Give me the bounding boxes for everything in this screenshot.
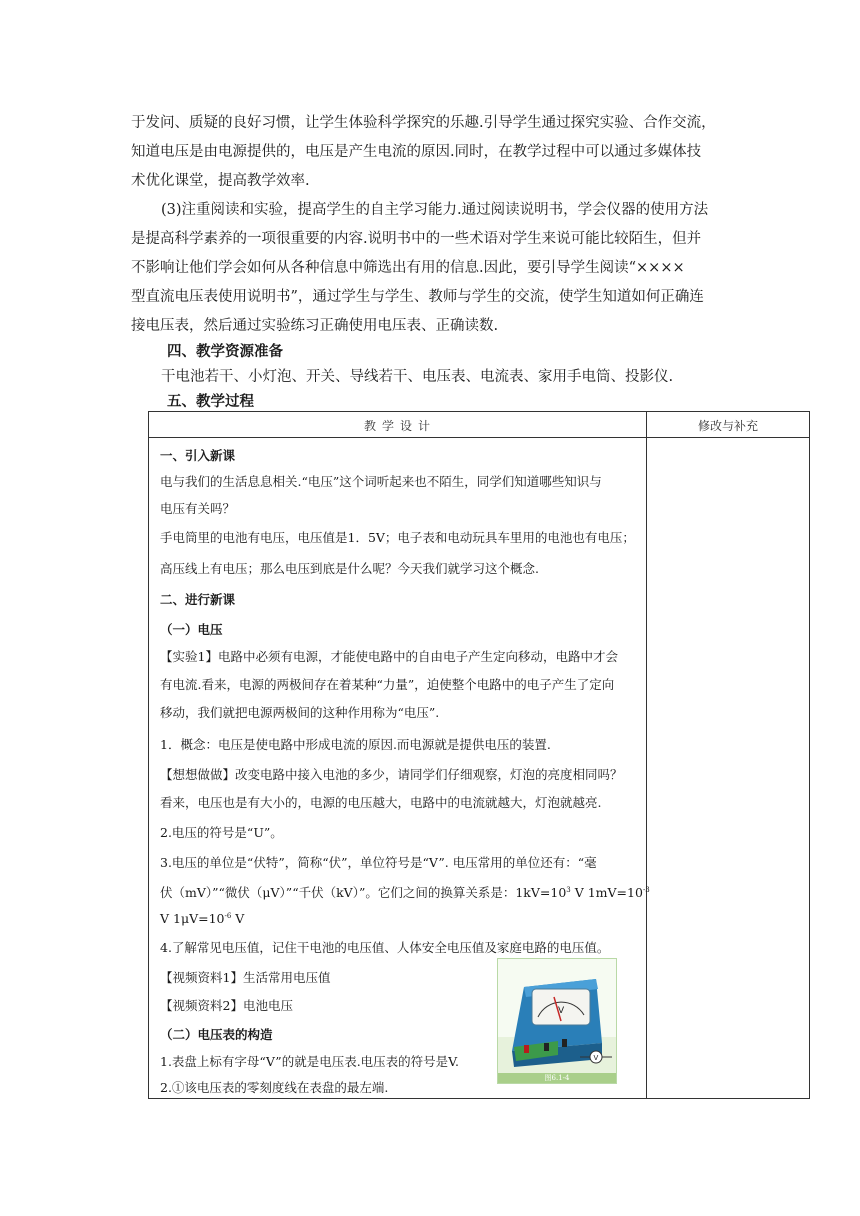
section-4-text: 干电池若干、小灯泡、开关、导线若干、电压表、电流表、家用手电筒、投影仪. [161, 369, 674, 385]
unit-text: V 1mV=10 [570, 885, 643, 901]
dial-letter: V [558, 1006, 565, 1016]
unit-line [160, 881, 650, 902]
text-line: 看来，电压也是有大小的，电源的电压越大，电路中的电流就越大，灯泡就越亮. [160, 795, 602, 810]
figure-caption: 图6.1-4 [498, 1073, 616, 1083]
text-line: 于发问、质疑的良好习惯，让学生体验科学探究的乐趣.引导学生通过探究实验、合作交流， [131, 115, 716, 131]
text-line: (3)注重阅读和实验，提高学生的自主学习能力.通过阅读说明书，学会仪器的使用方法 [161, 202, 709, 218]
unit-text: V 1μV=10 [160, 911, 225, 927]
text-line: 【想想做做】改变电路中接入电池的多少，请同学们仔细观察，灯泡的亮度相同吗？ [160, 767, 623, 782]
header-divider [149, 437, 809, 438]
column-divider [646, 412, 647, 1098]
text-line: 有电流.看来，电源的两极间存在着某种“力量”，迫使整个电路中的电子产生了定向 [160, 677, 615, 692]
unit-exponent: -3 [642, 886, 650, 894]
symbol-letter: V [593, 1054, 599, 1062]
text-line: 接电压表，然后通过实验练习正确使用电压表、正确读数. [131, 318, 499, 334]
text-line: 知道电压是由电源提供的，电压是产生电流的原因.同时，在教学过程中可以通过多媒体技 [131, 144, 702, 160]
video-2: 【视频资料2】电池电压 [160, 998, 293, 1013]
voltmeter-illustration [498, 959, 616, 1073]
unit-line: 3.电压的单位是“伏特”，简称“伏”，单位符号是“V”. 电压常用的单位还有：“毫 [160, 855, 597, 870]
header-notes: 修改与补充 [698, 419, 759, 433]
common-values-line: 4.了解常见电压值，记住干电池的电压值、人体安全电压值及家庭电路的电压值。 [160, 940, 610, 955]
section-5-heading: 五、教学过程 [167, 394, 254, 410]
unit-text: V [231, 911, 245, 927]
text-line: 移动，我们就把电源两极间的这种作用称为“电压”. [160, 705, 440, 720]
heading-new-lesson: 二、进行新课 [160, 592, 236, 607]
text-line: 不影响让他们学会如何从各种信息中筛选出有用的信息.因此，要引导学生阅读“×××× [131, 260, 685, 276]
teaching-process-table [148, 411, 810, 1099]
text-line: 型直流电压表使用说明书”，通过学生与学生、教师与学生的交流，使学生知道如何正确连 [131, 289, 704, 305]
voltmeter-figure [497, 958, 617, 1084]
meter-line: 2.①该电压表的零刻度线在表盘的最左端. [160, 1080, 389, 1095]
text-line: 电与我们的生活息息相关.“电压”这个词听起来也不陌生，同学们知道哪些知识与 [160, 474, 602, 489]
text-line: 电压有关吗？ [160, 501, 236, 516]
unit-exponent: -6 [224, 912, 232, 920]
video-1: 【视频资料1】生活常用电压值 [160, 970, 331, 985]
text-line: 手电筒里的电池有电压，电压值是1．5V；电子表和电动玩具车里用的电池也有电压； [160, 530, 635, 545]
heading-voltmeter: （二）电压表的构造 [160, 1027, 273, 1042]
text-line: 【实验1】电路中必须有电源，才能使电路中的自由电子产生定向移动，电路中才会 [160, 649, 618, 664]
section-4-heading: 四、教学资源准备 [167, 344, 283, 360]
unit-line [160, 907, 244, 928]
meter-line: 1.表盘上标有字母“V”的就是电压表.电压表的符号是V. [160, 1054, 459, 1069]
symbol-line: 2.电压的符号是“U”。 [160, 825, 283, 840]
text-line: 是提高科学素养的一项很重要的内容.说明书中的一些术语对学生来说可能比较陌生，但并 [131, 231, 702, 247]
unit-text: 伏（mV）”“微伏（μV）”“千伏（kV）”。它们之间的换算关系是：1kV=10 [160, 885, 567, 901]
heading-intro: 一、引入新课 [160, 448, 236, 463]
unit-exponent: 3 [566, 886, 571, 894]
heading-voltage: （一）电压 [160, 622, 223, 637]
header-design: 教学设计 [364, 419, 437, 433]
concept-line: 1．概念：电压是使电路中形成电流的原因.而电源就是提供电压的装置. [160, 737, 551, 752]
text-line: 术优化课堂，提高教学效率. [131, 173, 310, 189]
text-line: 高压线上有电压；那么电压到底是什么呢？今天我们就学习这个概念. [160, 561, 539, 576]
